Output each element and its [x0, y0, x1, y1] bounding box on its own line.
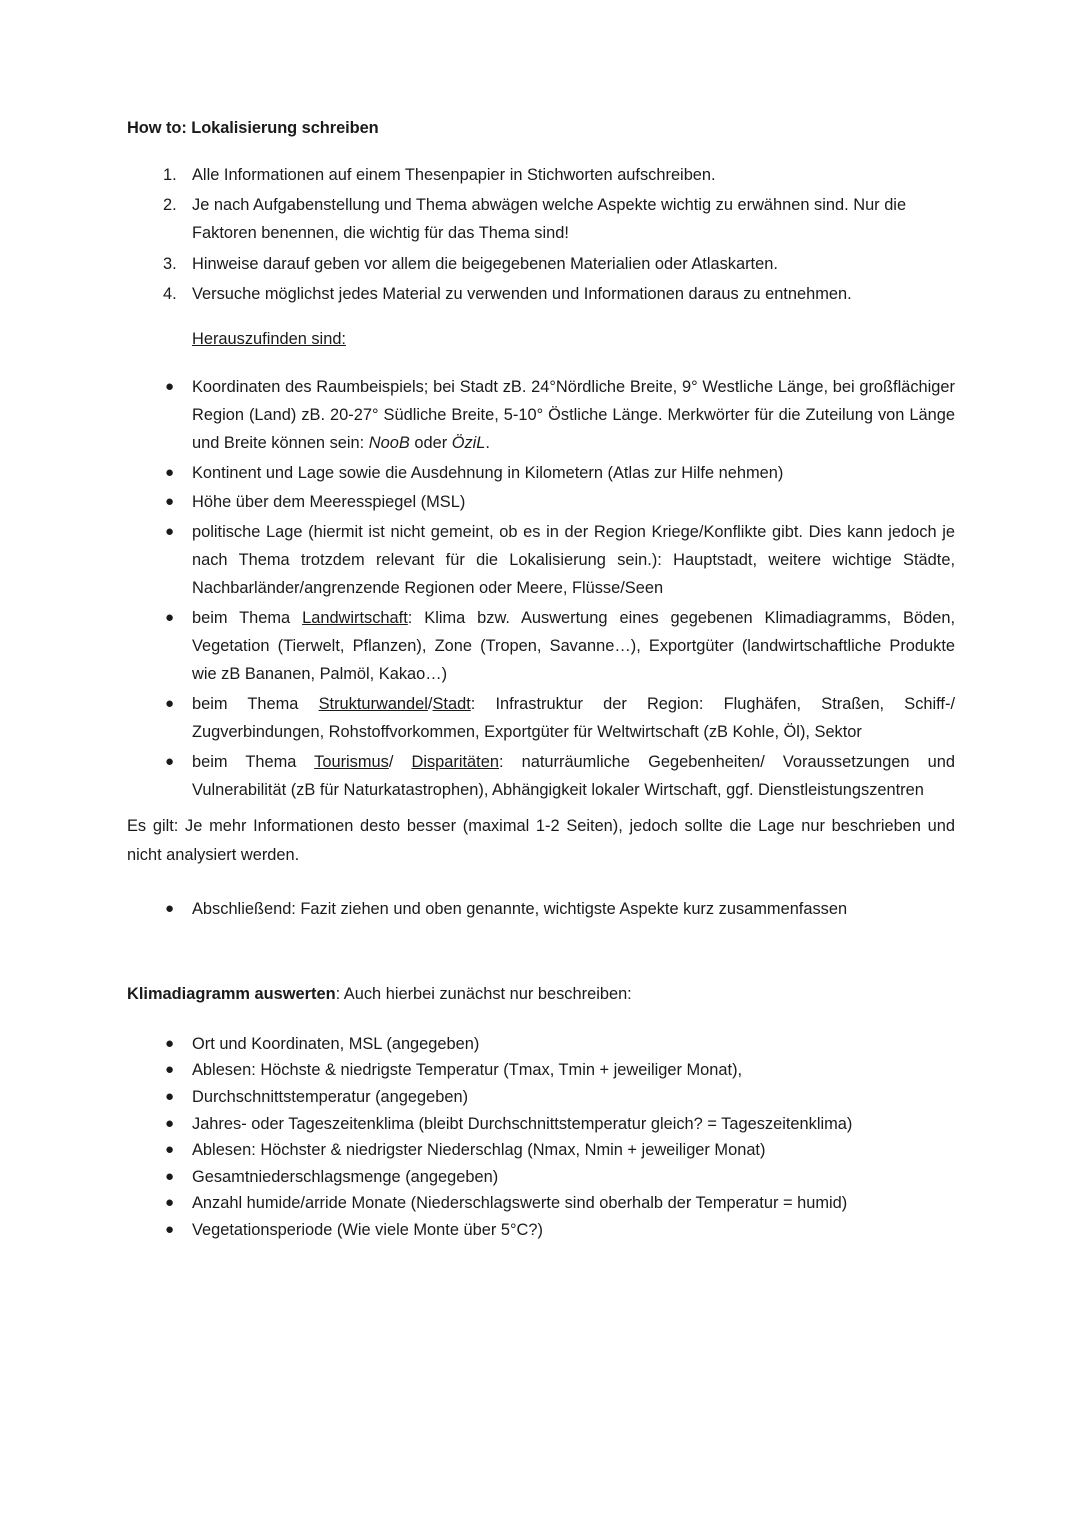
list-item-text: Durchschnittstemperatur (angegeben) — [192, 1088, 469, 1107]
list-item-text: Ort und Koordinaten, MSL (angegeben) — [192, 1034, 480, 1053]
list-item-text: Kontinent und Lage sowie die Ausdehnung in Kilometern (Atlas zur Hilfe nehmen) — [192, 463, 784, 482]
bullet-text-part: oder — [409, 434, 452, 453]
list-item — [127, 690, 955, 747]
bullet-text-sep: / — [427, 694, 433, 713]
bullet-text-part: : Infrastruktur der Region: Flughäfen, Straßen, Schiff-/ Zugverbindungen, Rohstoffvorkommen, Exportgüter für Weltwirtschaft (zB Kohle, Öl), Sektor — [192, 694, 955, 742]
list-item-text: politische Lage (hiermit ist nicht gemeint, ob es in der Region Kriege/Konflikte gibt. Dies kann jedoch je nach Thema trotzdem relevant für die Lokalisierung sein.): Hauptstadt, weitere wichtige Städte, Nachbarländer/angrenzende Regionen oder Meere, Flüsse/Seen — [192, 522, 955, 598]
term-stadt: Stadt — [432, 694, 471, 713]
list-item — [127, 604, 955, 689]
list-item — [127, 1031, 955, 1058]
bullet-icon: ● — [165, 694, 175, 712]
subheading-herauszufinden — [192, 326, 955, 352]
bullet-icon: ● — [165, 1114, 175, 1132]
list-item — [127, 895, 955, 923]
list-item — [127, 1190, 955, 1217]
section-spacer — [127, 924, 955, 984]
bullet-text-part: : naturräumliche Gegebenheiten/ Voraussetzungen und Vulnerabilität (zB für Naturkatastrophen), Abhängigkeit lokaler Wirtschaft, ggf. Dienstleistungszentren — [192, 752, 955, 799]
bullet-icon: ● — [165, 522, 175, 540]
list-item-text: Höhe über dem Meeresspiegel (MSL) — [192, 493, 466, 512]
list-item-text: Alle Informationen auf einem Thesenpapier in Stichworten aufschreiben. — [192, 165, 716, 184]
bullet-icon: ● — [165, 900, 175, 917]
bullet-icon: ● — [165, 1034, 175, 1052]
list-item — [127, 459, 955, 487]
bullet-icon: ● — [165, 1194, 175, 1212]
bullet-icon: ● — [165, 608, 175, 626]
list-item-text: Ablesen: Höchste & niedrigste Temperatur (Tmax, Tmin + jeweiliger Monat), — [192, 1061, 743, 1080]
list-item-text — [192, 378, 955, 453]
document-body — [127, 118, 955, 1244]
list-item-number: 2. — [163, 195, 177, 214]
section-heading-bold-part: Klimadiagramm auswerten — [127, 985, 336, 1004]
list-item — [127, 191, 955, 248]
closing-paragraph: Es gilt: Je mehr Informationen desto besser (maximal 1-2 Seiten), jedoch sollte die Lage nur beschrieben und nicht analysiert werden. — [127, 817, 955, 864]
spacer — [127, 869, 955, 895]
section-heading-rest: : Auch hierbei zunächst nur beschreiben: — [335, 985, 632, 1004]
bullet-icon: ● — [165, 1141, 175, 1159]
list-item — [127, 1137, 955, 1164]
list-item-text: Gesamtniederschlagsmenge (angegeben) — [192, 1167, 499, 1186]
list-item-text: Abschließend: Fazit ziehen und oben genannte, wichtigste Aspekte kurz zusammenfassen — [192, 900, 848, 918]
bullet-text-part: Koordinaten des Raumbeispiels; bei Stadt zB. 24°Nördliche Breite, 9° Westliche Länge, bei großflächiger Region (Land) zB. 20-27° Südliche Breite, 5-10° Östliche Länge. Merkwörter für die Zuteilung von Länge und Breite können sein: — [192, 377, 955, 453]
list-item-text — [192, 753, 955, 799]
list-item — [127, 1057, 955, 1084]
list-item-text: Je nach Aufgabenstellung und Thema abwägen welche Aspekte wichtig zu erwähnen sind. Nur die Faktoren benennen, die wichtig für das Thema sind! — [192, 195, 907, 243]
bullet-icon: ● — [165, 752, 175, 770]
bullet-text-part: beim Thema — [192, 752, 315, 771]
term-tourismus: Tourismus — [314, 752, 389, 771]
list-item — [127, 161, 955, 189]
bullet-icon: ● — [165, 463, 175, 481]
bullet-icon: ● — [165, 377, 175, 395]
term-disparitaeten: Disparitäten — [411, 752, 499, 771]
page-title: How to: Lokalisierung schreiben — [127, 119, 379, 137]
list-item-text: Ablesen: Höchster & niedrigster Niederschlag (Nmax, Nmin + jeweiliger Monat) — [192, 1141, 766, 1160]
term-landwirtschaft: Landwirtschaft — [302, 608, 408, 627]
bullet-icon: ● — [165, 493, 175, 511]
list-item-text — [192, 609, 955, 684]
bullet-icon: ● — [165, 1220, 175, 1238]
list-item-text: Hinweise darauf geben vor allem die beigegebenen Materialien oder Atlaskarten. — [192, 254, 778, 273]
emphasis-noob: NooB — [368, 434, 410, 453]
list-item-number: 4. — [163, 285, 177, 303]
list-item — [127, 280, 955, 308]
term-strukturwandel: Strukturwandel — [318, 694, 428, 713]
emphasis-oezil: ÖziL — [451, 434, 486, 453]
bullet-text-part: . — [485, 434, 490, 453]
bullet-text-sep: / — [388, 752, 412, 771]
bullet-icon: ● — [165, 1088, 175, 1106]
list-item — [127, 1084, 955, 1111]
list-item — [127, 748, 955, 805]
bullet-icon: ● — [165, 1061, 175, 1079]
subheading-text: Herauszufinden sind: — [192, 330, 346, 349]
bullet-text-part: beim Thema — [192, 608, 303, 627]
list-item — [127, 250, 955, 278]
klimadiagramm-bullet-list — [127, 1031, 955, 1244]
list-item-number: 1. — [163, 165, 177, 184]
howto-steps-list — [127, 161, 955, 309]
bullet-text-part: beim Thema — [192, 694, 319, 713]
list-item-text: Vegetationsperiode (Wie viele Monte über 5°C?) — [192, 1220, 543, 1239]
findings-bullet-list — [127, 373, 955, 805]
closing-bullet-list — [127, 895, 955, 923]
list-item — [127, 488, 955, 516]
section-heading-klimadiagramm — [127, 984, 955, 1005]
list-item — [127, 1111, 955, 1138]
list-item-text — [192, 695, 955, 741]
list-item-text: Anzahl humide/arride Monate (Niederschlagswerte sind oberhalb der Temperatur = humid) — [192, 1194, 848, 1213]
list-item-text: Versuche möglichst jedes Material zu verwenden und Informationen daraus zu entnehmen. — [192, 285, 852, 303]
list-item-number: 3. — [163, 254, 177, 273]
bullet-text-part: : Klima bzw. Auswertung eines gegebenen Klimadiagramms, Böden, Vegetation (Tierwelt, Pflanzen), Zone (Tropen, Savanne…), Exportgüter (landwirtschaftliche Produkte wie zB Bananen, Palmöl, Kakao…) — [192, 608, 955, 684]
bullet-icon: ● — [165, 1167, 175, 1185]
list-item — [127, 1164, 955, 1191]
list-item — [127, 373, 955, 458]
list-item-text: Jahres- oder Tageszeitenklima (bleibt Durchschnittstemperatur gleich? = Tageszeitenklima) — [192, 1114, 853, 1133]
list-item — [127, 518, 955, 603]
list-item — [127, 1217, 955, 1244]
